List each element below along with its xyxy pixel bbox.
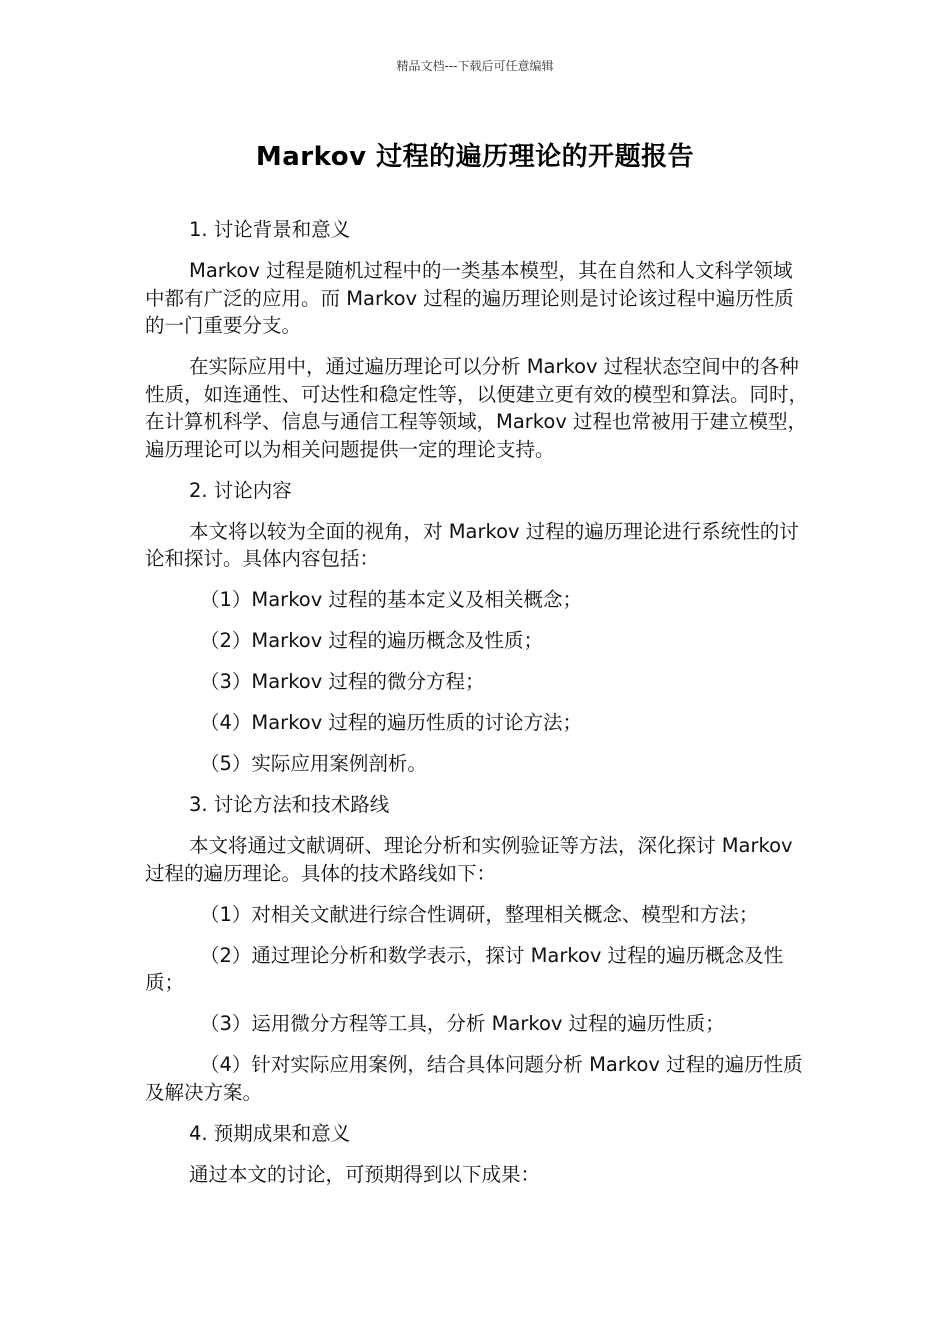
section-2-list-item: （2）Markov 过程的遍历概念及性质； (200, 629, 543, 652)
section-2-list-item: （4）Markov 过程的遍历性质的讨论方法； (200, 711, 582, 734)
section-1-paragraph-1: Markov 过程是随机过程中的一类基本模型，其在自然和人文科学领域中都有广泛的应用。而 Markov 过程的遍历理论则是讨论该过程中遍历性质的一门重要分支。 (145, 259, 794, 337)
section-2-list-item: （3）Markov 过程的微分方程； (200, 670, 485, 693)
section-4-paragraph-1: 通过本文的讨论，可预期得到以下成果： (189, 1162, 541, 1186)
section-2-heading: 2. 讨论内容 (189, 478, 292, 502)
document-body (145, 216, 810, 1202)
section-1-heading: 1. 讨论背景和意义 (189, 218, 351, 241)
section-3-list-item: （3）运用微分方程等工具，分析 Markov 过程的遍历性质； (200, 1012, 725, 1035)
section-2-list-item: （5）实际应用案例剖析。 (200, 752, 427, 775)
section-3-list-item: （2）通过理论分析和数学表示，探讨 Markov 过程的遍历概念及性质； (145, 943, 784, 994)
section-2-list-item: （1）Markov 过程的基本定义及相关概念； (200, 588, 582, 611)
page-header: 精品文档---下载后可任意编辑 (396, 59, 554, 73)
section-4-heading: 4. 预期成果和意义 (189, 1121, 351, 1145)
section-3-list-item: （4）针对实际应用案例，结合具体问题分析 Markov 过程的遍历性质及解决方案。 (145, 1053, 803, 1104)
document-title: Markov 过程的遍历理论的开题报告 (255, 142, 695, 172)
section-2-paragraph-1: 本文将以较为全面的视角，对 Markov 过程的遍历理论进行系统性的讨论和探讨。具体内容包括： (145, 519, 799, 570)
section-3-heading: 3. 讨论方法和技术路线 (189, 793, 390, 816)
section-3-list-item: （1）对相关文献进行综合性调研，整理相关概念、模型和方法； (200, 902, 759, 926)
section-3-paragraph-1: 本文将通过文献调研、理论分析和实例验证等方法，深化探讨 Markov 过程的遍历理论。具体的技术路线如下： (145, 834, 793, 885)
section-1-paragraph-2: 在实际应用中，通过遍历理论可以分析 Markov 过程状态空间中的各种性质，如连通性、可达性和稳定性等，以便建立更有效的模型和算法。同时，在计算机科学、信息与通信工程等领域，Markov 过程也常被用于建立模型，遍历理论可以为相关问题提供一定的理论支持。 (145, 355, 809, 461)
